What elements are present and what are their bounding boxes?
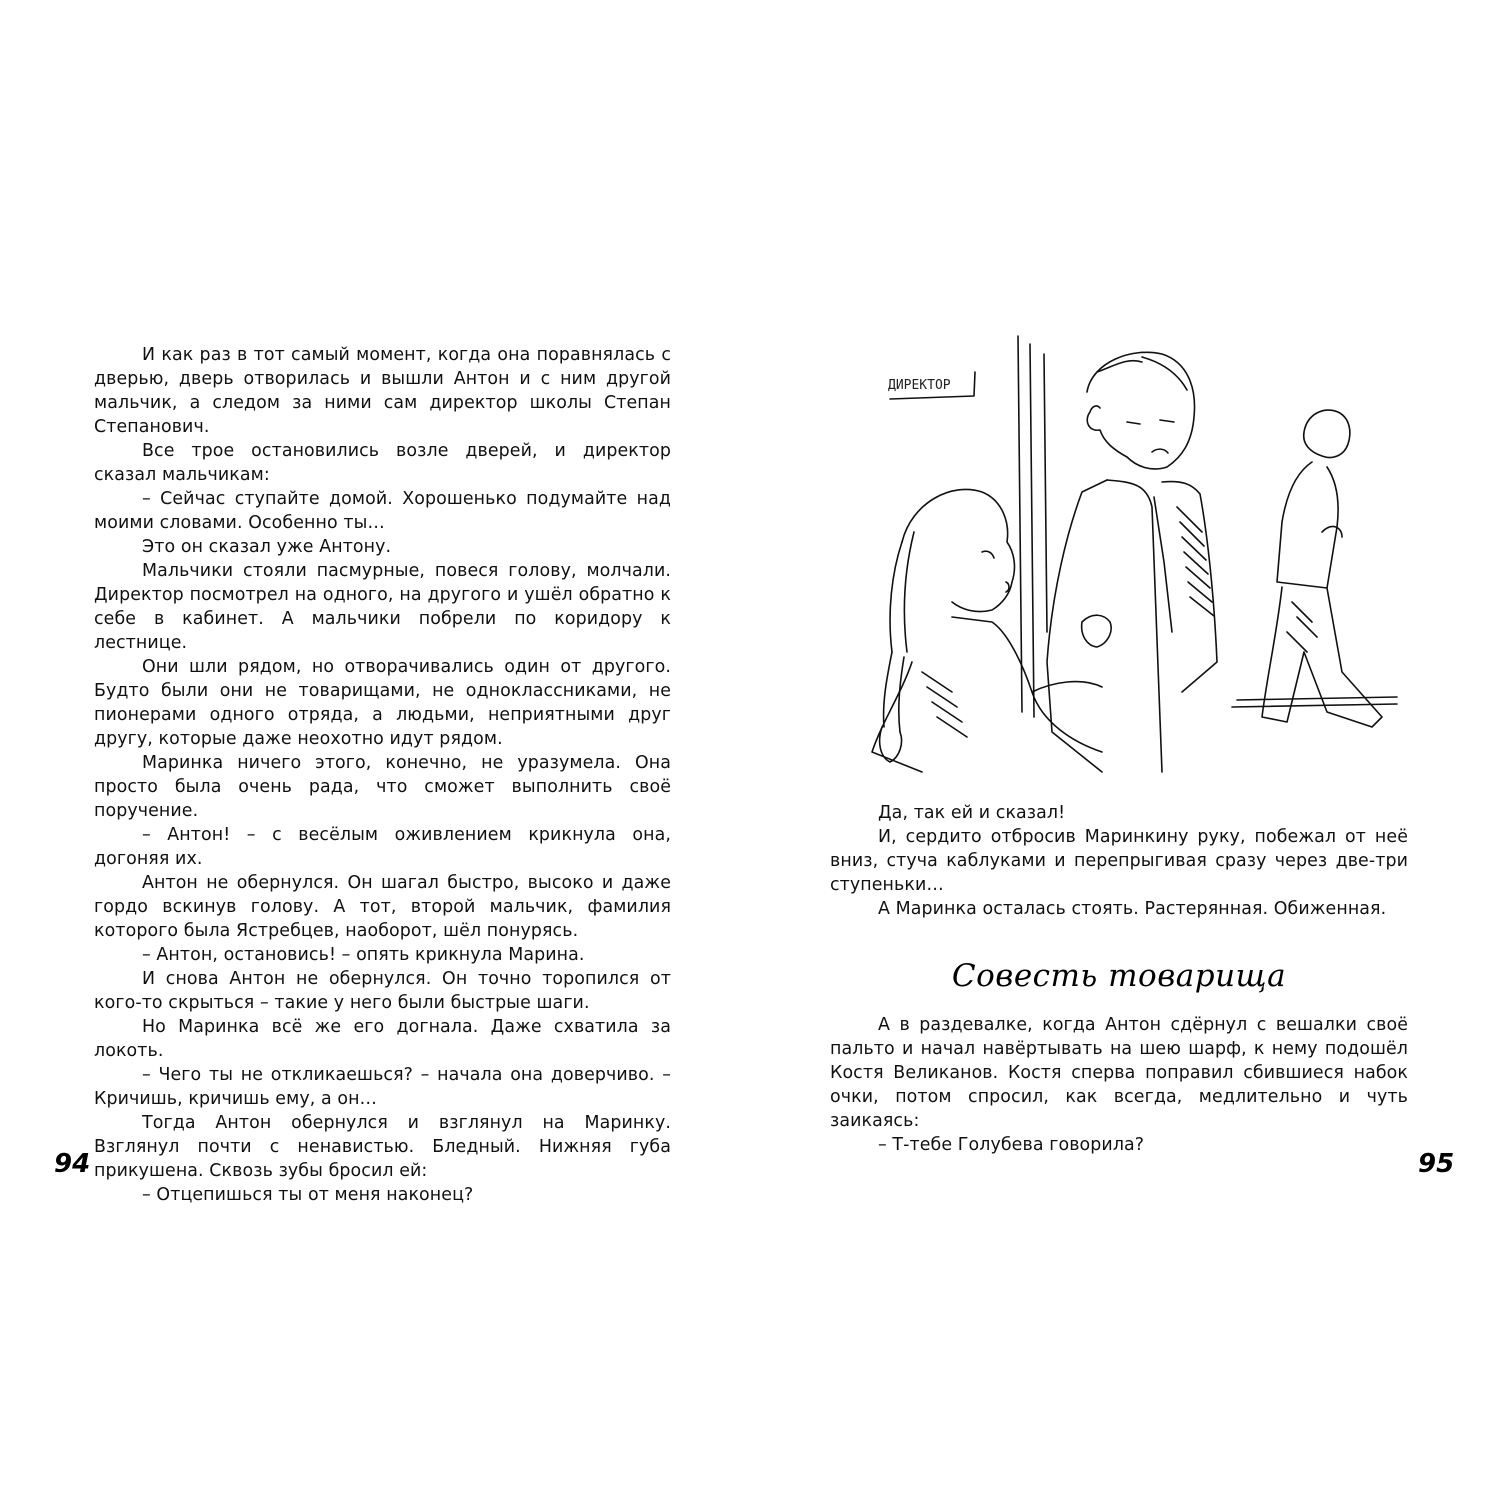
paragraph: Они шли рядом, но отворачивались один от другого. Будто были они не товарищами, не одноклассниками, не пионерами одного отряда, а людьми, неприятными друг другу, которые даже неохотно идут рядом.: [94, 657, 671, 749]
paragraph: Да, так ей и сказал!: [878, 803, 1066, 823]
paragraph: Маринка ничего этого, конечно, не уразумела. Она просто была очень рада, что сможет выполнить своё поручение.: [94, 753, 671, 821]
paragraph: – Чего ты не откликаешься? – начала она доверчиво. – Кричишь, кричишь ему, а он…: [94, 1065, 671, 1109]
chapter-title: Совесть товарища: [951, 958, 1287, 994]
left-page-body: [94, 343, 671, 1207]
right-page-body-bottom: [830, 1013, 1408, 1157]
paragraph: Все трое остановились возле дверей, и директор сказал мальчикам:: [94, 441, 671, 485]
paragraph: И, сердито отбросив Маринкину руку, побежал от неё вниз, стуча каблуками и перепрыгивая сразу через две-три ступеньки…: [830, 827, 1408, 895]
illustration: [842, 332, 1400, 792]
paragraph: И как раз в тот самый момент, когда она поравнялась с дверью, дверь отворилась и вышли Антон и с ним другой мальчик, а следом за ними сам директор школы Степан Степанович.: [94, 345, 671, 437]
paragraph: И снова Антон не обернулся. Он точно торопился от кого-то скрыться – такие у него были быстрые шаги.: [94, 969, 671, 1013]
paragraph: Мальчики стояли пасмурные, повеся голову, молчали. Директор посмотрел на одного, на другого и ушёл обратно к себе в кабинет. А мальчики побрели по коридору к лестнице.: [94, 561, 671, 653]
svg-text:ДИРЕКТОР: ДИРЕКТОР: [888, 378, 951, 393]
paragraph: – Отцепишься ты от меня наконец?: [142, 1185, 474, 1205]
paragraph: Но Маринка всё же его догнала. Даже схватила за локоть.: [94, 1017, 671, 1061]
paragraph: А Маринка осталась стоять. Растерянная. Обиженная.: [878, 899, 1387, 919]
paragraph: – Антон, остановись! – опять крикнула Марина.: [142, 945, 585, 965]
paragraph: – Сейчас ступайте домой. Хорошенько подумайте над моими словами. Особенно ты…: [94, 489, 671, 533]
page-number-left: 94: [54, 1149, 91, 1179]
door-sign: [888, 372, 975, 399]
paragraph: А в раздевалке, когда Антон сдёрнул с вешалки своё пальто и начал навёртывать на шею шарф, к нему подошёл Костя Великанов. Костя сперва поправил сбившиеся набок очки, потом спросил, как всегда, медлительно и чуть заикаясь:: [830, 1015, 1408, 1131]
paragraph: Тогда Антон обернулся и взглянул на Маринку. Взглянул почти с ненавистью. Бледный. Нижняя губа прикушена. Сквозь зубы бросил ей:: [94, 1113, 671, 1181]
right-page-body-top: [830, 801, 1408, 921]
paragraph: – Т-тебе Голубева говорила?: [878, 1135, 1145, 1155]
page-number-right: 95: [1418, 1149, 1455, 1179]
paragraph: Это он сказал уже Антону.: [142, 537, 392, 557]
paragraph: Антон не обернулся. Он шагал быстро, высоко и даже гордо вскинув голову. А тот, второй мальчик, фамилия которого была Ястребцев, наоборот, шёл понурясь.: [94, 873, 671, 941]
paragraph: – Антон! – с весёлым оживлением крикнула она, догоняя их.: [94, 825, 671, 869]
